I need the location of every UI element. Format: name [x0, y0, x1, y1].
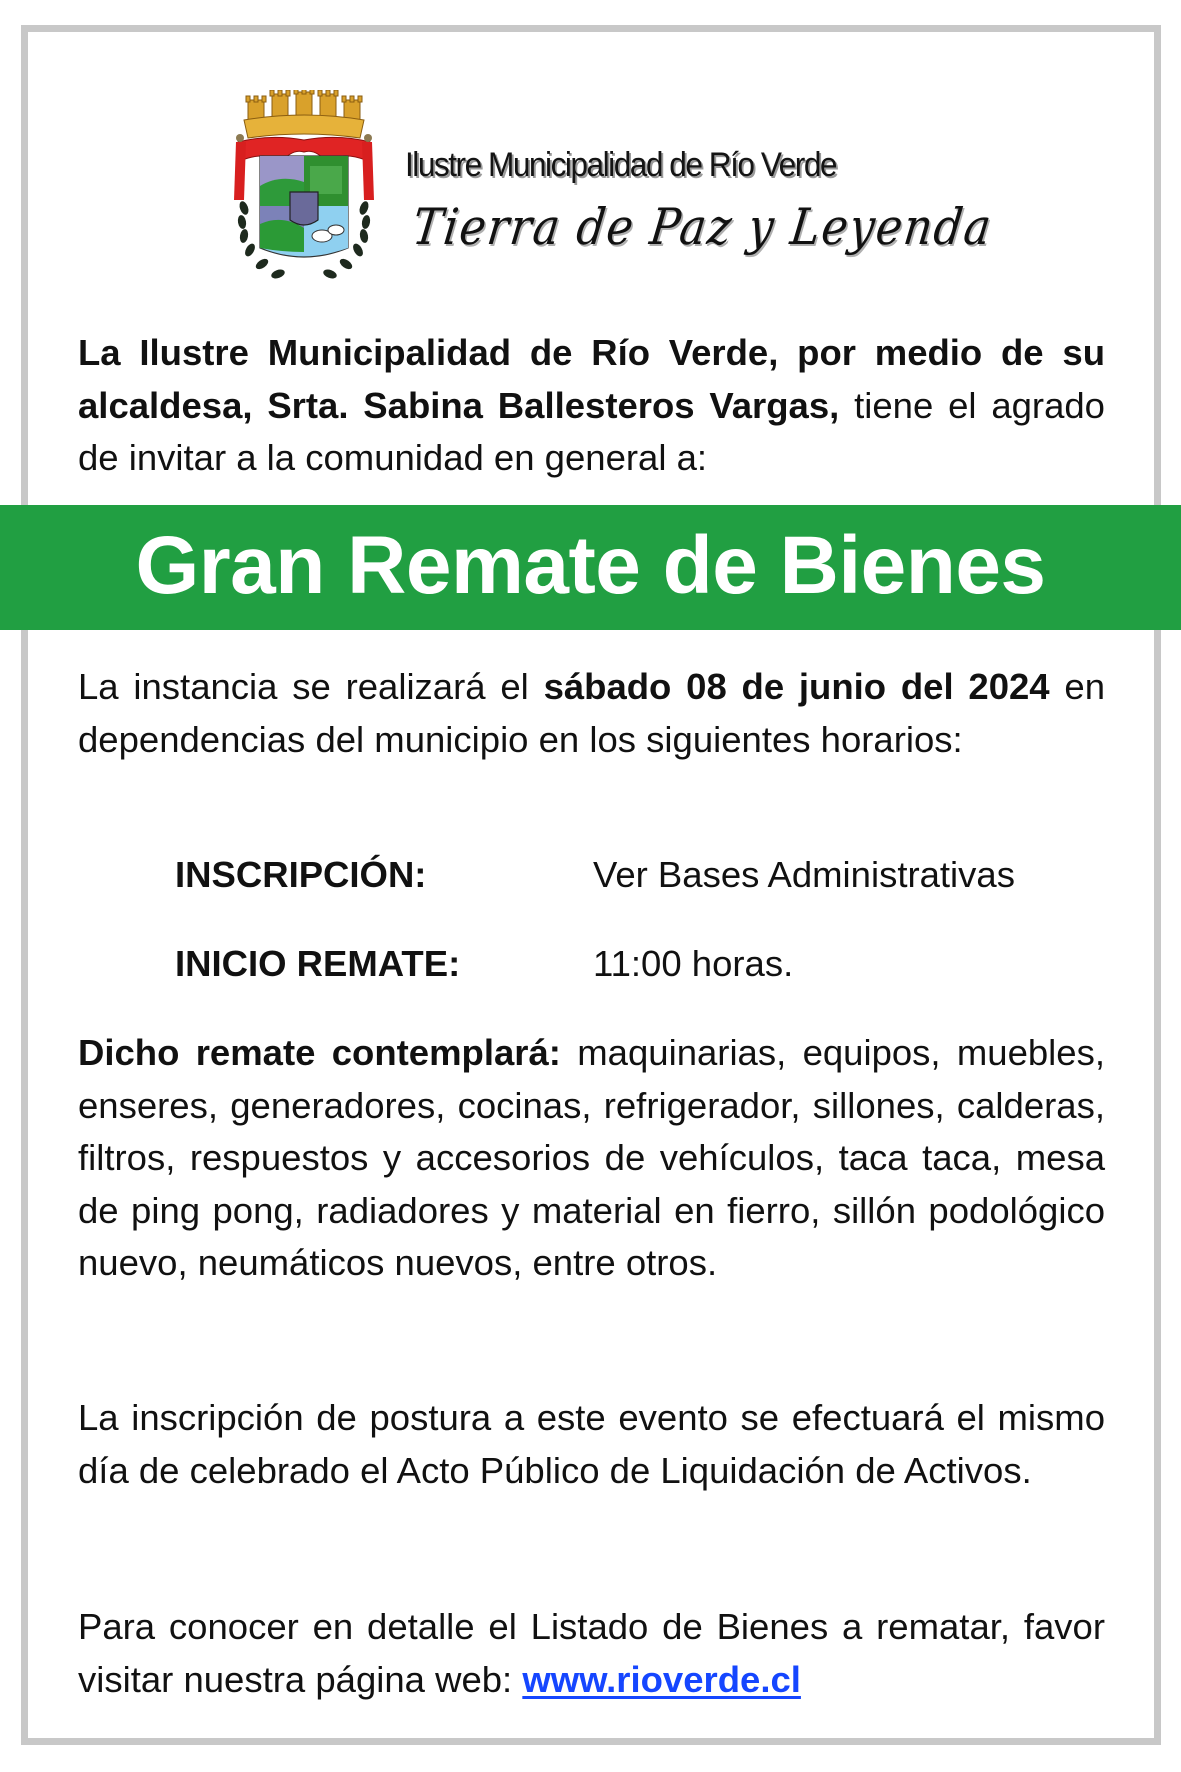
schedule-label: INICIO REMATE: — [175, 943, 461, 984]
more-info-paragraph — [78, 1601, 1105, 1706]
banner-title: Gran Remate de Bienes — [135, 519, 1046, 611]
org-tagline: Tierra de Paz y Leyenda — [409, 198, 996, 256]
event-paragraph — [78, 661, 1105, 766]
registration-paragraph: La inscripción de postura a este evento se efectuará el mismo día de celebrado el Acto Público de Liquidación de Activos. — [78, 1397, 1105, 1491]
event-date: sábado 08 de junio del 2024 — [543, 666, 1050, 707]
website-link[interactable]: www.rioverde.cl — [522, 1658, 801, 1700]
items-bold: Dicho remate contemplará: — [78, 1032, 561, 1073]
event-lead: La instancia se realizará el — [78, 666, 544, 707]
intro-bold: La Ilustre Municipalidad de Río Verde, por medio de su alcaldesa, Srta. Sabina Ballesteros Vargas, — [78, 332, 1105, 426]
municipal-header — [225, 88, 996, 288]
schedule-label: INSCRIPCIÓN: — [175, 854, 427, 895]
coat-of-arms-icon — [230, 90, 378, 286]
schedule-row-inicio-remate — [175, 938, 1105, 990]
intro-rest: tiene el agrado de invitar a la comunidad en general a: — [78, 384, 1105, 478]
schedule-row-inscripcion — [175, 849, 1105, 901]
more-info-text: Para conocer en detalle el Listado de Bienes a rematar, favor visitar nuestra página web: — [78, 1606, 1105, 1700]
schedule-value: 11:00 horas. — [593, 943, 794, 984]
org-title: Ilustre Municipalidad de Río Verde — [405, 146, 837, 184]
intro-paragraph — [78, 327, 1105, 485]
title-banner — [0, 505, 1181, 630]
items-paragraph — [78, 1027, 1105, 1290]
schedule-value: Ver Bases Administrativas — [593, 854, 1015, 895]
event-rest: en dependencias del municipio en los siguientes horarios: — [78, 666, 1106, 760]
items-rest: maquinarias, equipos, muebles, enseres, generadores, cocinas, refrigerador, sillones, calderas, filtros, respuestos y accesorios de vehículos, taca taca, mesa de ping pong, radiadores y material en fierro, sillón podológico nuevo, neumáticos nuevos, entre otros. — [78, 1032, 1105, 1283]
